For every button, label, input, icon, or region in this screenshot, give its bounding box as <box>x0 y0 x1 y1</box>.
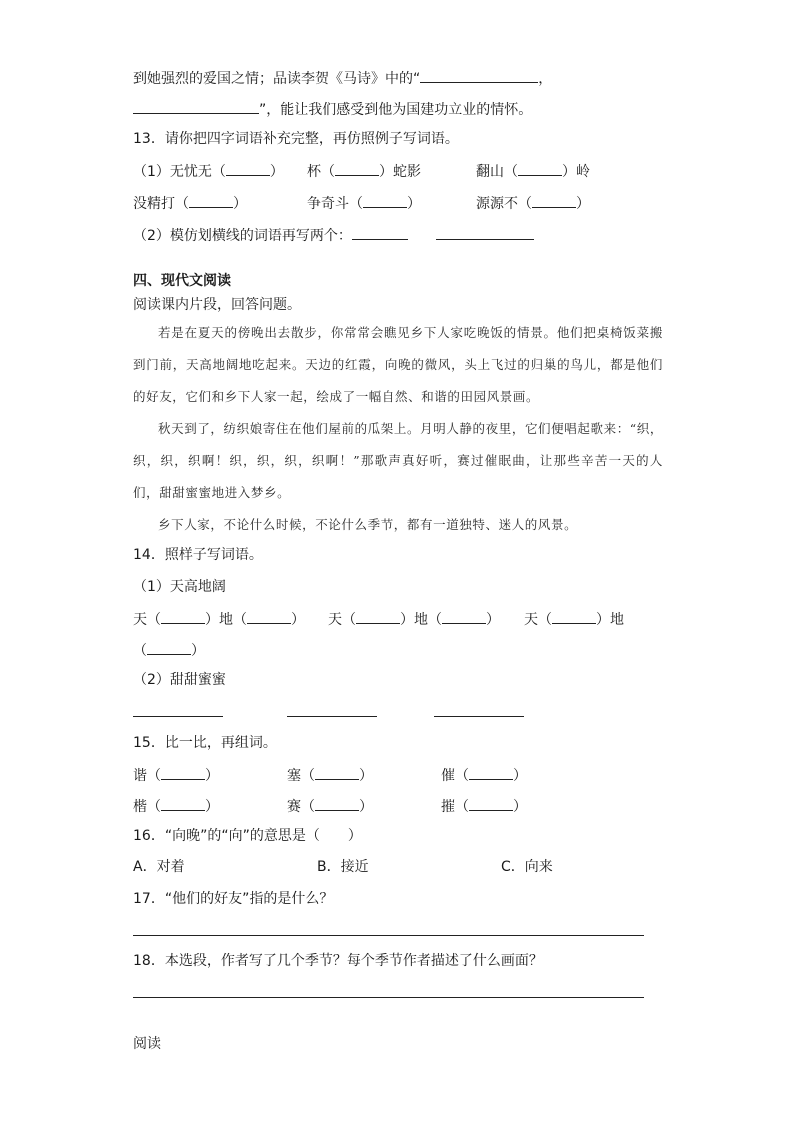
item-text: 源源不（ <box>476 196 532 212</box>
intro-line-2 <box>133 99 532 119</box>
item-text: 楷（ <box>133 799 161 815</box>
item-text: ） <box>269 164 284 180</box>
item-text: ） <box>359 768 373 784</box>
item-text: ） <box>205 799 219 815</box>
passage-paragraph: 若是在夏天的傍晚出去散步，你常常会瞧见乡下人家吃晚饭的情景。他们把桌椅饭菜搬到门前，天高地阔地吃起来。天边的红霞，向晚的微风，头上飞过的归巢的鸟儿，都是他们的好友，它们和乡下人家一起，绘成了一幅自然、和谐的田园风景画。 <box>133 325 663 404</box>
q15-item <box>441 765 527 785</box>
answer-blank[interactable] <box>420 68 538 83</box>
item-text: ）地 <box>596 612 624 628</box>
answer-blank[interactable] <box>315 765 359 780</box>
q13-item <box>476 161 590 181</box>
q13-item <box>133 193 247 213</box>
option-a[interactable]: A．对着 <box>133 859 185 875</box>
item-text: 争奇斗（ <box>307 196 363 212</box>
answer-blank[interactable] <box>363 193 407 208</box>
item-text: ） <box>486 612 500 628</box>
item-text: 谐（ <box>133 768 161 784</box>
answer-line[interactable] <box>287 716 377 717</box>
answer-blank[interactable] <box>552 609 596 624</box>
q15-item <box>441 796 527 816</box>
answer-blank[interactable] <box>532 193 576 208</box>
intro-text: ， <box>538 71 553 87</box>
answer-blank[interactable] <box>335 161 379 176</box>
answer-blank[interactable] <box>161 609 205 624</box>
answer-blank[interactable] <box>189 193 233 208</box>
item-text: ）岭 <box>562 164 590 180</box>
answer-line[interactable] <box>434 716 524 717</box>
item-text: （ <box>133 643 147 659</box>
answer-blank[interactable] <box>469 796 513 811</box>
intro-text: ”，能让我们感受到他为国建功立业的情怀。 <box>259 102 533 118</box>
next-section-label: 阅读 <box>133 1036 161 1052</box>
question-18: 18．本选段，作者写了几个季节？每个季节作者描述了什么画面？ <box>133 953 543 969</box>
q14-item <box>524 609 624 629</box>
answer-line[interactable] <box>133 935 644 936</box>
answer-line[interactable] <box>133 997 644 998</box>
q13-sub2 <box>133 225 534 245</box>
intro-line-1 <box>133 68 552 88</box>
q14-sub2: （2）甜甜蜜蜜 <box>133 672 226 688</box>
item-text: ） <box>233 196 247 212</box>
item-text: 天（ <box>133 612 161 628</box>
passage-paragraph: 乡下人家，不论什么时候，不论什么季节，都有一道独特、迷人的风景。 <box>158 517 578 532</box>
answer-blank[interactable] <box>518 161 562 176</box>
item-text: ） <box>359 799 373 815</box>
item-text: ） <box>191 643 205 659</box>
item-text: 塞（ <box>287 768 315 784</box>
reading-passage <box>133 317 663 541</box>
answer-blank[interactable] <box>469 765 513 780</box>
answer-blank[interactable] <box>356 609 400 624</box>
q15-item <box>133 796 219 816</box>
intro-text: 到她强烈的爱国之情；品读李贺《马诗》中的“ <box>133 71 421 87</box>
reading-instruction: 阅读课内片段，回答问题。 <box>133 297 301 313</box>
item-text: ）地（ <box>400 612 442 628</box>
item-text: 赛（ <box>287 799 315 815</box>
item-text: ） <box>291 612 305 628</box>
section-heading: 四、现代文阅读 <box>133 273 231 289</box>
answer-blank[interactable] <box>352 225 408 240</box>
item-text: ） <box>576 196 590 212</box>
item-text: 杯（ <box>307 164 335 180</box>
option-c[interactable]: C．向来 <box>501 859 553 875</box>
item-text: 摧（ <box>441 799 469 815</box>
item-text: ） <box>513 768 527 784</box>
q13-item <box>133 161 284 181</box>
q15-item <box>133 765 219 785</box>
q13-item <box>307 161 421 181</box>
item-text: ）地（ <box>205 612 247 628</box>
item-text: （2）模仿划横线的词语再写两个： <box>133 228 352 244</box>
q14-item <box>133 609 305 629</box>
answer-blank[interactable] <box>161 765 205 780</box>
question-17: 17．“他们的好友”指的是什么？ <box>133 891 334 907</box>
q15-item <box>287 796 373 816</box>
answer-blank[interactable] <box>436 225 534 240</box>
answer-blank[interactable] <box>161 796 205 811</box>
item-text: 天（ <box>328 612 356 628</box>
item-text: 没精打（ <box>133 196 189 212</box>
answer-blank[interactable] <box>147 640 191 655</box>
item-text: 天（ <box>524 612 552 628</box>
answer-blank[interactable] <box>133 99 259 114</box>
option-b[interactable]: B．接近 <box>317 859 369 875</box>
q13-item <box>476 193 590 213</box>
item-text: （1）无忧无（ <box>133 164 226 180</box>
question-16: 16．“向晚”的“向”的意思是（ ） <box>133 828 362 844</box>
item-text: ） <box>205 768 219 784</box>
item-text: ） <box>407 196 421 212</box>
item-text: 翻山（ <box>476 164 518 180</box>
item-text: ） <box>513 799 527 815</box>
item-text: ）蛇影 <box>379 164 421 180</box>
q13-item <box>307 193 421 213</box>
question-14: 14．照样子写词语。 <box>133 547 263 563</box>
q14-sub1: （1）天高地阔 <box>133 579 226 595</box>
answer-blank[interactable] <box>226 161 270 176</box>
item-text: 催（ <box>441 768 469 784</box>
q14-item <box>328 609 500 629</box>
answer-blank[interactable] <box>442 609 486 624</box>
passage-paragraph: 秋天到了，纺织娘寄住在他们屋前的瓜架上。月明人静的夜里，它们便唱起歌来：“织，织，织，织啊！织，织，织，织啊！”那歌声真好听，赛过催眠曲，让那些辛苦一天的人们，甜甜蜜蜜地进入梦乡。 <box>133 421 663 500</box>
q15-item <box>287 765 373 785</box>
answer-blank[interactable] <box>315 796 359 811</box>
answer-blank[interactable] <box>247 609 291 624</box>
q14-item-wrap <box>133 640 205 660</box>
answer-line[interactable] <box>133 716 223 717</box>
question-15: 15．比一比，再组词。 <box>133 735 277 751</box>
question-13: 13．请你把四字词语补充完整，再仿照例子写词语。 <box>133 131 459 147</box>
